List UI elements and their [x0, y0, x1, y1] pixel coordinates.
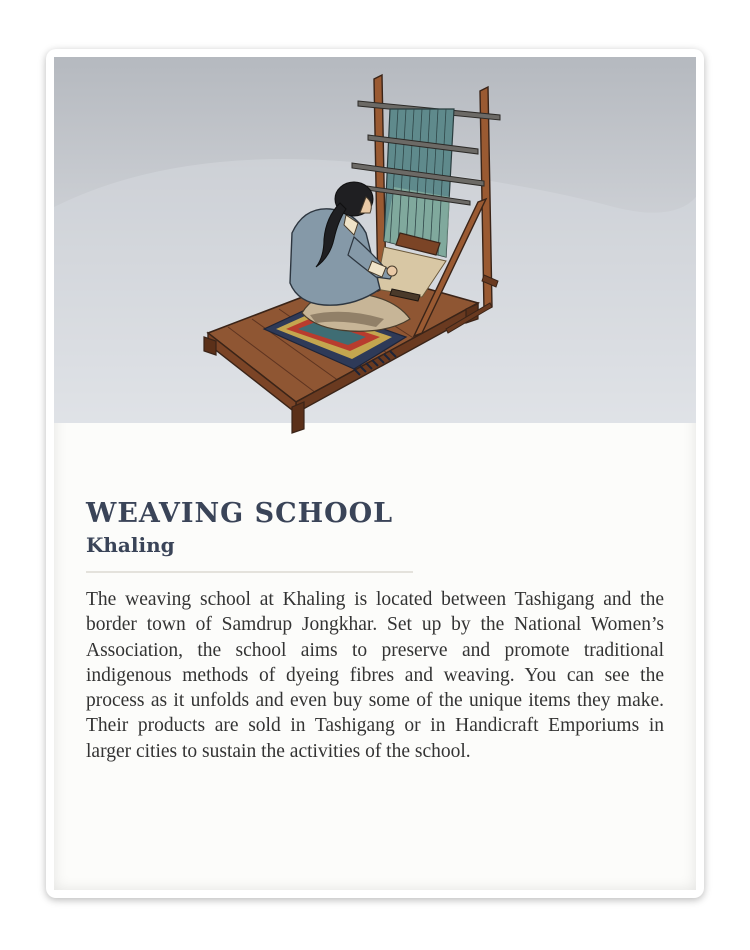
- loom-weaver-illustration: [54, 57, 696, 437]
- card-content: [54, 57, 696, 890]
- title-divider: [86, 571, 413, 573]
- page-title: WEAVING SCHOOL: [86, 498, 394, 529]
- info-card: [46, 49, 704, 898]
- description-paragraph: The weaving school at Khaling is located between Tashigang and the border town of Samdrup Jongkhar. Set up by the National Women’s Association, the school aims to preserve and promote traditional indigenous methods of dyeing fibres and weaving. You can see the process as it unfolds and even buy some of the unique items they make. Their products are sold in Tashigang or in Handicraft Emporiums in larger cities to sustain the activities of the school.: [86, 589, 664, 762]
- hero-illustration: [54, 57, 696, 423]
- location-subtitle: Khaling: [86, 533, 175, 557]
